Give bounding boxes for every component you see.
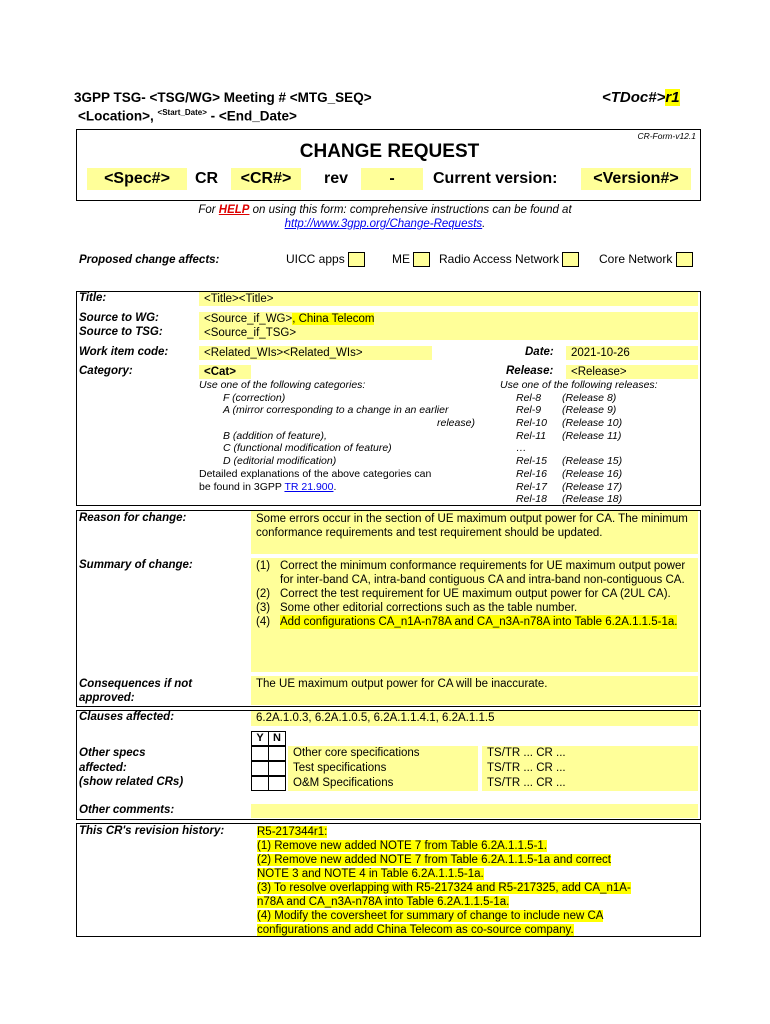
history-line: (3) To resolve overlapping with R5-217324 and R5-217325, add CA_n1A- bbox=[257, 882, 631, 894]
summary-item bbox=[256, 587, 693, 601]
history-row bbox=[257, 839, 631, 853]
category-a: A (mirror corresponding to a change in an earlier bbox=[223, 404, 449, 417]
summary-item bbox=[256, 601, 693, 615]
release-item bbox=[500, 468, 658, 481]
history-line: (1) Remove new added NOTE 7 from Table 6.2A.1.1.5-1. bbox=[257, 840, 547, 852]
release-item bbox=[500, 417, 658, 430]
source-tsg-label: Source to TSG: bbox=[79, 326, 163, 338]
form-version: CR-Form-v12.1 bbox=[637, 131, 696, 141]
release-field[interactable]: <Release> bbox=[566, 365, 698, 379]
release-item bbox=[500, 455, 658, 468]
category-d: D (editorial modification) bbox=[223, 455, 337, 468]
me-checkbox[interactable] bbox=[413, 252, 430, 267]
tdoc-number bbox=[602, 89, 680, 106]
release-name: (Release 10) bbox=[562, 417, 623, 430]
work-item-label: Work item code: bbox=[79, 346, 169, 358]
release-intro: Use one of the following releases: bbox=[500, 379, 658, 391]
summary-item-number: (1) bbox=[256, 560, 271, 572]
title-field[interactable]: <Title><Title> bbox=[199, 292, 698, 306]
spec-number-field[interactable]: <Spec#> bbox=[87, 168, 187, 190]
release-name: (Release 17) bbox=[562, 480, 623, 493]
release-name: (Release 9) bbox=[562, 404, 617, 417]
release-code: Rel-17 bbox=[516, 480, 547, 493]
history-row bbox=[257, 825, 631, 839]
history-field[interactable] bbox=[257, 825, 631, 937]
yes-checkbox[interactable] bbox=[251, 761, 269, 776]
source-wg-label: Source to WG: bbox=[79, 312, 159, 324]
reason-label: Reason for change: bbox=[79, 512, 187, 524]
uicc-label: UICC apps bbox=[286, 252, 345, 266]
other-comments-field[interactable] bbox=[251, 804, 698, 818]
history-row bbox=[257, 909, 631, 923]
consequences-label-1: Consequences if not bbox=[79, 678, 193, 690]
no-column-header: N bbox=[268, 731, 286, 746]
start-date: <Start_Date> bbox=[157, 108, 207, 117]
release-item bbox=[500, 442, 658, 455]
release-name: (Release 8) bbox=[562, 391, 617, 404]
other-specs-label-1: Other specs bbox=[79, 747, 146, 759]
current-version-label: Current version: bbox=[433, 170, 558, 187]
history-row bbox=[257, 881, 631, 895]
detail-end: . bbox=[333, 480, 337, 493]
me-option bbox=[392, 252, 430, 267]
help-suffix: on using this form: comprehensive instructions can be found at bbox=[249, 204, 572, 216]
affects-label: Proposed change affects: bbox=[79, 254, 220, 266]
url-period: . bbox=[482, 218, 486, 230]
consequences-field[interactable]: The UE maximum output power for CA will be inaccurate. bbox=[251, 676, 698, 705]
other-specs-label-2: affected: bbox=[79, 761, 127, 774]
summary-item bbox=[256, 615, 693, 629]
summary-item-text: Correct the test requirement for UE maximum output power for CA (2UL CA). bbox=[280, 588, 671, 600]
change-requests-link[interactable]: http://www.3gpp.org/Change-Requests bbox=[284, 218, 483, 230]
version-field[interactable]: <Version#> bbox=[581, 168, 691, 190]
release-code: Rel-18 bbox=[516, 493, 547, 506]
cr-number-field[interactable]: <CR#> bbox=[231, 168, 301, 190]
help-line bbox=[0, 204, 770, 216]
meeting-title: 3GPP TSG- <TSG/WG> Meeting # <MTG_SEQ> bbox=[74, 90, 372, 105]
spec-type-label: Test specifications bbox=[288, 761, 478, 776]
release-code: Rel-9 bbox=[516, 404, 542, 417]
history-label: This CR's revision history: bbox=[79, 825, 225, 837]
release-code: Rel-8 bbox=[516, 391, 542, 404]
help-link[interactable]: HELP bbox=[218, 204, 250, 216]
clauses-label: Clauses affected: bbox=[79, 711, 175, 723]
related-cr-field[interactable]: TS/TR ... CR ... bbox=[482, 761, 698, 776]
detail-text: be found in 3GPP bbox=[199, 480, 285, 493]
consequences-label-2: approved: bbox=[79, 692, 135, 704]
history-line: (4) Modify the coversheet for summary of change to include new CA bbox=[257, 910, 604, 922]
source-wg-field[interactable] bbox=[199, 312, 698, 326]
release-item bbox=[500, 493, 658, 506]
source-tsg-field[interactable]: <Source_if_TSG> bbox=[199, 326, 698, 340]
release-item bbox=[500, 392, 658, 405]
history-row bbox=[257, 923, 631, 937]
work-item-field[interactable]: <Related_WIs><Related_WIs> bbox=[199, 346, 432, 360]
summary-item-text: Correct the minimum conformance requirements for UE maximum output power for inter-band CA, intra-band contiguous CA and intra-band non-contiguous CA. bbox=[280, 560, 686, 586]
history-row bbox=[257, 853, 631, 867]
release-name: (Release 15) bbox=[562, 455, 623, 468]
help-url-line bbox=[0, 218, 770, 230]
history-row bbox=[257, 895, 631, 909]
location: <Location>, bbox=[78, 108, 154, 124]
no-checkbox[interactable] bbox=[268, 746, 286, 761]
spec-type-label: O&M Specifications bbox=[288, 776, 478, 791]
related-cr-field[interactable]: TS/TR ... CR ... bbox=[482, 746, 698, 761]
release-code: Rel-10 bbox=[516, 417, 547, 430]
history-line: n78A and CA_n3A-n78A into Table 6.2A.1.1.5-1a. bbox=[257, 896, 510, 908]
core-label: Core Network bbox=[599, 252, 673, 266]
release-code: Rel-15 bbox=[516, 455, 547, 468]
release-list bbox=[500, 379, 658, 506]
title-label: Title: bbox=[79, 292, 107, 304]
release-item bbox=[500, 481, 658, 494]
category-detail-1: Detailed explanations of the above categories can bbox=[199, 467, 432, 480]
summary-item-number: (2) bbox=[256, 588, 271, 600]
summary-item bbox=[256, 559, 693, 587]
tdoc: <TDoc#> bbox=[602, 89, 666, 106]
history-line: R5-217344r1: bbox=[257, 826, 328, 838]
summary-item-number: (3) bbox=[256, 602, 271, 614]
spec-type-label: Other core specifications bbox=[288, 746, 478, 761]
history-line: NOTE 3 and NOTE 4 in Table 6.2A.1.1.5-1a. bbox=[257, 868, 484, 880]
no-checkbox[interactable] bbox=[268, 776, 286, 791]
meeting-location-line bbox=[78, 108, 297, 124]
summary-item-text: Add configurations CA_n1A-n78A and CA_n3A-n78A into Table 6.2A.1.1.5-1a. bbox=[280, 616, 678, 628]
summary-item-number: (4) bbox=[256, 616, 271, 628]
release-name: (Release 16) bbox=[562, 467, 623, 480]
me-label: ME bbox=[392, 252, 410, 266]
release-label: Release: bbox=[506, 365, 554, 377]
summary-label: Summary of change: bbox=[79, 559, 193, 571]
yes-checkbox[interactable] bbox=[251, 776, 269, 791]
history-line: (2) Remove new added NOTE 7 from Table 6.2A.1.1.5-1a and correct bbox=[257, 854, 611, 866]
category-field[interactable]: <Cat> bbox=[199, 365, 251, 379]
clauses-field[interactable]: 6.2A.1.0.3, 6.2A.1.0.5, 6.2A.1.1.4.1, 6.2A.1.1.5 bbox=[251, 711, 698, 726]
date-label: Date: bbox=[525, 346, 554, 358]
tdoc-revision: r1 bbox=[665, 89, 680, 106]
date-field[interactable]: 2021-10-26 bbox=[566, 346, 698, 360]
help-prefix: For bbox=[198, 204, 219, 216]
source-wg-value: <Source_if_WG> bbox=[204, 313, 293, 325]
ran-label: Radio Access Network bbox=[439, 252, 560, 266]
category-f: F (correction) bbox=[223, 391, 286, 404]
category-b: B (addition of feature), bbox=[223, 429, 327, 442]
category-label: Category: bbox=[79, 365, 133, 377]
release-code: Rel-11 bbox=[516, 429, 547, 442]
end-date: - <End_Date> bbox=[206, 108, 297, 124]
affects-options bbox=[286, 252, 365, 267]
release-item bbox=[500, 404, 658, 417]
other-comments-label: Other comments: bbox=[79, 804, 175, 816]
change-request-box bbox=[76, 129, 701, 201]
core-option bbox=[599, 252, 693, 267]
tr-21900-link[interactable]: TR 21.900 bbox=[284, 480, 334, 493]
rev-label: rev bbox=[324, 170, 349, 187]
other-specs-label-3: (show related CRs) bbox=[79, 776, 184, 788]
cr-label: CR bbox=[195, 170, 219, 187]
rev-field[interactable]: - bbox=[361, 168, 423, 190]
consequences-label bbox=[79, 677, 192, 705]
summary-field[interactable] bbox=[251, 558, 698, 672]
uicc-checkbox[interactable] bbox=[348, 252, 365, 267]
category-intro: Use one of the following categories: bbox=[199, 379, 366, 391]
history-row bbox=[257, 867, 631, 881]
yes-column-header: Y bbox=[251, 731, 269, 746]
category-c: C (functional modification of feature) bbox=[223, 442, 392, 455]
category-list bbox=[199, 379, 475, 493]
yes-checkbox[interactable] bbox=[251, 746, 269, 761]
release-name: (Release 18) bbox=[562, 493, 623, 506]
core-checkbox[interactable] bbox=[676, 252, 693, 267]
summary-item-text: Some other editorial corrections such as the table number. bbox=[280, 602, 578, 614]
related-cr-field[interactable]: TS/TR ... CR ... bbox=[482, 776, 698, 791]
reason-field[interactable]: Some errors occur in the section of UE maximum output power for CA. The minimum conformance requirements and test requirement should be updated. bbox=[251, 511, 698, 554]
ran-checkbox[interactable] bbox=[562, 252, 579, 267]
category-a-cont: release) bbox=[437, 417, 475, 430]
no-checkbox[interactable] bbox=[268, 761, 286, 776]
history-line: configurations and add China Telecom as co-source company. bbox=[257, 924, 574, 936]
other-specs-label bbox=[79, 746, 183, 790]
cr-title: CHANGE REQUEST bbox=[299, 141, 480, 162]
release-code: … bbox=[516, 442, 527, 455]
category-detail-2 bbox=[199, 481, 475, 494]
release-item bbox=[500, 430, 658, 443]
ran-option bbox=[439, 252, 579, 267]
release-name: (Release 11) bbox=[562, 429, 622, 442]
source-wg-extra: , China Telecom bbox=[292, 313, 375, 325]
release-code: Rel-16 bbox=[516, 467, 547, 480]
